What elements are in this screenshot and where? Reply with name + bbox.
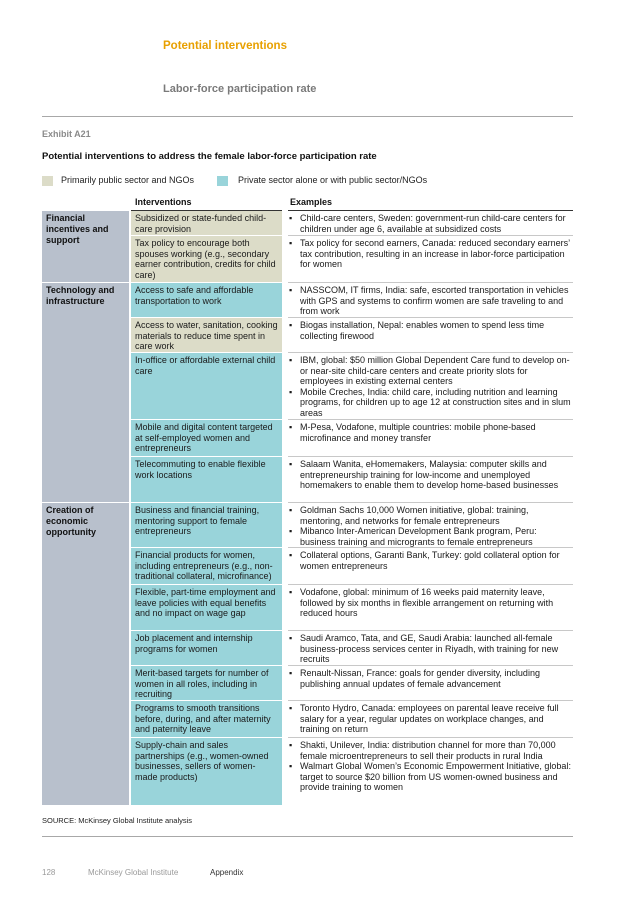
public-swatch (42, 176, 53, 186)
examples-cell (288, 633, 573, 665)
example-item: ▪ Renault-Nissan, France: goals for gender diversity, including publishing annual updates of female advancement (288, 668, 573, 689)
example-item: ▪ Biogas installation, Nepal: enables women to spend less time collecting firewood (288, 320, 573, 341)
intervention-cell: Business and financial training, mentoring support to female entrepreneurs (131, 503, 282, 547)
row-divider (288, 547, 573, 548)
example-item: ▪ M-Pesa, Vodafone, multiple countries: mobile phone-based microfinance and money transfer (288, 422, 573, 443)
row-divider (288, 665, 573, 666)
examples-cell (288, 703, 573, 735)
row-divider (288, 282, 573, 283)
category-label: Technology and infrastructure (46, 285, 115, 306)
column-header-examples: Examples (290, 197, 333, 207)
intervention-cell: Financial products for women, including entrepreneurs (e.g., non-traditional collateral, microfinance) (131, 548, 282, 584)
publisher-name: McKinsey Global Institute (88, 868, 179, 877)
row-divider (288, 235, 573, 236)
example-item: ▪ Child-care centers, Sweden: government-run child-care centers for children under age 6, available at subsidized costs (288, 213, 573, 234)
private-swatch (217, 176, 228, 186)
column-rule-examples (288, 210, 573, 211)
examples-cell (288, 355, 573, 418)
examples-cell (288, 550, 573, 571)
intervention-cell: In-office or affordable external child care (131, 353, 282, 419)
examples-cell (288, 238, 573, 270)
intervention-cell: Tax policy to encourage both spouses working (e.g., secondary earner contribution, credits for child care) (131, 236, 282, 282)
examples-cell (288, 213, 573, 234)
example-item: ▪ Shakti, Unilever, India: distribution channel for more than 70,000 female microentrepreneurs to sell their products in rural India (288, 740, 573, 761)
intervention-cell: Programs to smooth transitions before, during, and after maternity and paternity leave (131, 701, 282, 737)
row-divider (288, 700, 573, 701)
example-item: ▪ Saudi Aramco, Tata, and GE, Saudi Arabia: launched all-female business-process services center in Riyadh, with training for new recruits (288, 633, 573, 665)
intervention-cell: Supply-chain and sales partnerships (e.g., women-owned businesses, sellers of women-made products) (131, 738, 282, 805)
legend-label-private: Private sector alone or with public sector/NGOs (238, 175, 428, 185)
intervention-cell: Mobile and digital content targeted at self-employed women and entrepreneurs (131, 420, 282, 456)
divider (42, 836, 573, 837)
legend-label-public: Primarily public sector and NGOs (61, 175, 195, 185)
example-item: ▪ Toronto Hydro, Canada: employees on parental leave receive full salary for a year, regular updates on workplace changes, and training on return (288, 703, 573, 735)
example-item: ▪ Vodafone, global: minimum of 16 weeks paid maternity leave, followed by six months in flexible arrangement on returning with reduced hours (288, 587, 573, 619)
section-heading: Potential interventions (163, 40, 287, 52)
page-number: 128 (42, 868, 56, 877)
examples-cell (288, 668, 573, 689)
example-item: ▪ Tax policy for second earners, Canada: reduced secondary earners’ tax contribution, resulting in an increase in labor-force participation for women (288, 238, 573, 270)
exhibit-label: Exhibit A21 (42, 129, 91, 139)
column-header-interventions: Interventions (135, 197, 192, 207)
intervention-cell: Job placement and internship programs for women (131, 631, 282, 665)
examples-cell (288, 505, 573, 547)
row-divider (288, 456, 573, 457)
intervention-cell: Merit-based targets for number of women in all roles, including in recruiting (131, 666, 282, 700)
examples-cell (288, 285, 573, 317)
examples-cell (288, 459, 573, 491)
row-divider (288, 352, 573, 353)
footer-section: Appendix (210, 868, 244, 877)
row-divider (288, 502, 573, 503)
source-note: SOURCE: McKinsey Global Institute analysis (42, 816, 193, 825)
example-item: ▪ Mibanco Inter-American Development Bank program, Peru: business training and microgrants to female entrepreneurs (288, 526, 573, 547)
examples-cell (288, 740, 573, 793)
category-economic (42, 503, 129, 805)
divider (42, 116, 573, 117)
category-technology (42, 283, 129, 502)
intervention-cell: Flexible, part-time employment and leave policies with equal benefits and no impact on wage gap (131, 585, 282, 630)
examples-cell (288, 320, 573, 341)
intervention-cell: Subsidized or state-funded child-care provision (131, 211, 282, 235)
intervention-cell: Telecommuting to enable flexible work locations (131, 457, 282, 502)
example-item: ▪ NASSCOM, IT firms, India: safe, escorted transportation in vehicles with GPS and systems to confirm women are safe traveling to and from work (288, 285, 573, 317)
intervention-cell: Access to safe and affordable transportation to work (131, 283, 282, 317)
example-item: ▪ Salaam Wanita, eHomemakers, Malaysia: computer skills and entrepreneurship training for low-income and unemployed homemakers to enable them to develop home-based businesses (288, 459, 573, 491)
row-divider (288, 584, 573, 585)
category-financial (42, 211, 129, 282)
row-divider (288, 737, 573, 738)
topic-heading: Labor-force participation rate (163, 83, 317, 95)
row-divider (288, 317, 573, 318)
example-item: ▪ IBM, global: $50 million Global Dependent Care fund to develop on- or near-site child-care centers and create priority slots for employees in existing external centers (288, 355, 573, 387)
example-item: ▪ Goldman Sachs 10,000 Women initiative, global: training, mentoring, and networks for female entrepreneurs (288, 505, 573, 526)
examples-cell (288, 422, 573, 443)
category-label: Financial incentives and support (46, 213, 109, 245)
category-label: Creation of economic opportunity (46, 505, 96, 537)
example-item: ▪ Mobile Creches, India: child care, including nutrition and learning programs, for children up to age 12 at construction sites and in slum areas (288, 387, 573, 419)
exhibit-title: Potential interventions to address the female labor-force participation rate (42, 151, 377, 162)
example-item: ▪ Walmart Global Women’s Economic Empowerment Initiative, global: target to source $20 billion from US women-owned business and provide training to women (288, 761, 573, 793)
row-divider (288, 419, 573, 420)
intervention-cell: Access to water, sanitation, cooking materials to reduce time spent in care work (131, 318, 282, 352)
example-item: ▪ Collateral options, Garanti Bank, Turkey: gold collateral option for women entrepreneurs (288, 550, 573, 571)
row-divider (288, 630, 573, 631)
examples-cell (288, 587, 573, 619)
